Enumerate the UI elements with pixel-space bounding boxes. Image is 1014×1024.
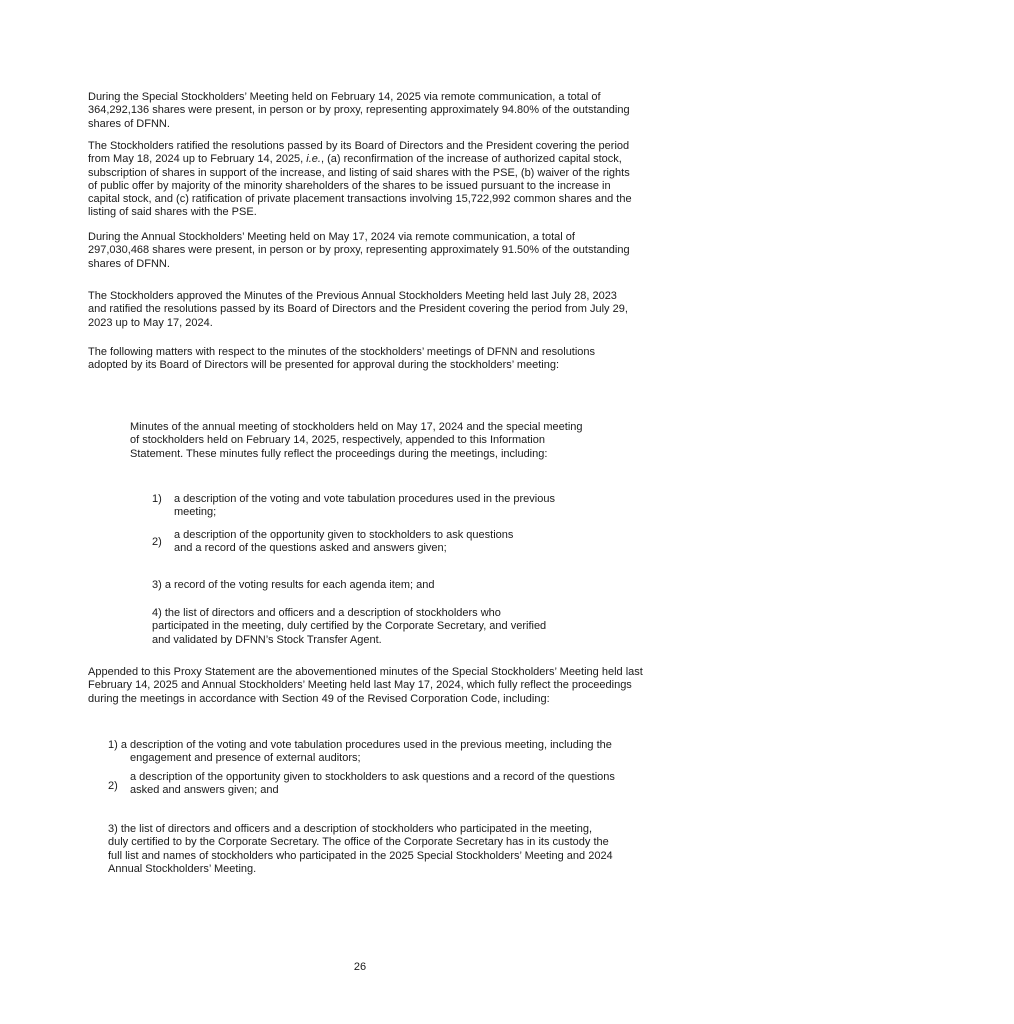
paragraph-annual-meeting-approval: The Stockholders approved the Minutes of the Previous Annual Stockholders Meeting held last July 28, 2023 and ratified the resolutions passed by its Board of Directors and the President covering the period from July 29, 2023 up to May 17, 2024.	[88, 290, 628, 329]
ratification-ie: i.e.	[306, 153, 321, 166]
list-b-item-3: 3) the list of directors and officers and a description of stockholders who participated in the meeting, duly certified to by the Corporate Secretary. The office of the Corporate Secretary has in its custody the full list and names of stockholders who participated in the 2025 Special Stockholders’ Meeting and 2024 Annual Stockholders’ Meeting.	[108, 823, 613, 875]
paragraph-minutes-description: Minutes of the annual meeting of stockholders held on May 17, 2024 and the special meeting of stockholders held on February 14, 2025, respectively, appended to this Information Statement. These minutes fully reflect the proceedings during the meetings, including:	[130, 421, 583, 460]
page-number: 26	[353, 961, 367, 973]
list-a-number-2: 2)	[152, 536, 162, 548]
paragraph-special-meeting-ratification	[88, 140, 636, 220]
paragraph-special-meeting-attendance: During the Special Stockholders’ Meeting held on February 14, 2025 via remote communication, a total of 364,292,136 shares were present, in person or by proxy, representing approximately 94.80% of the outstanding shares of DFNN.	[88, 91, 630, 130]
paragraph-matters-for-approval: The following matters with respect to the minutes of the stockholders’ meetings of DFNN and resolutions adopted by its Board of Directors will be presented for approval during the stockholders’ meeting:	[88, 346, 596, 372]
list-b-item-1: 1) a description of the voting and vote tabulation procedures used in the previous meeting, including the engagement and presence of external auditors;	[108, 739, 612, 765]
paragraph-annual-meeting-attendance: During the Annual Stockholders’ Meeting held on May 17, 2024 via remote communication, a total of 297,030,468 shares were present, in person or by proxy, representing approximately 91.50% of the outstanding shares of DFNN.	[88, 231, 630, 270]
ratification-text-end: , (a) reconfirmation of the increase of authorized capital stock, subscription of shares in support of the increase, and listing of said shares with the PSE, (b) waiver of the rights of public offer by majority of the minority shareholders of the shares to be issued pursuant to the increase in capital stock, and (c) ratification of private placement transactions involving 15,722,992 common shares and the listing of said shares with the PSE.	[88, 153, 632, 219]
list-a-item-2: a description of the opportunity given to stockholders to ask questions and a record of the questions asked and answers given;	[174, 529, 514, 555]
list-a-item-3: 3) a record of the voting results for each agenda item; and	[152, 579, 435, 591]
list-a-item-4: 4) the list of directors and officers and a description of stockholders who participated in the meeting, duly certified by the Corporate Secretary, and verified and validated by DFNN’s Stock Transfer Agent.	[152, 607, 547, 646]
paragraph-appended-minutes: Appended to this Proxy Statement are the abovementioned minutes of the Special Stockholders’ Meeting held last February 14, 2025 and Annual Stockholders’ Meeting held last May 17, 2024, which fully reflect the proceedings during the meetings in accordance with Section 49 of the Revised Corporation Code, including:	[88, 666, 643, 705]
list-b-item-2: a description of the opportunity given to stockholders to ask questions and a record of the questions asked and answers given; and	[130, 771, 615, 797]
ratification-text-start: The Stockholders ratified the resolutions passed by its Board of Directors and the President covering the period from May 18, 2024 up to February 14, 2025,	[88, 140, 630, 166]
list-a-item-1: a description of the voting and vote tabulation procedures used in the previous meeting;	[174, 493, 555, 519]
list-a-number-1: 1)	[152, 493, 162, 505]
list-b-number-2: 2)	[108, 780, 118, 792]
